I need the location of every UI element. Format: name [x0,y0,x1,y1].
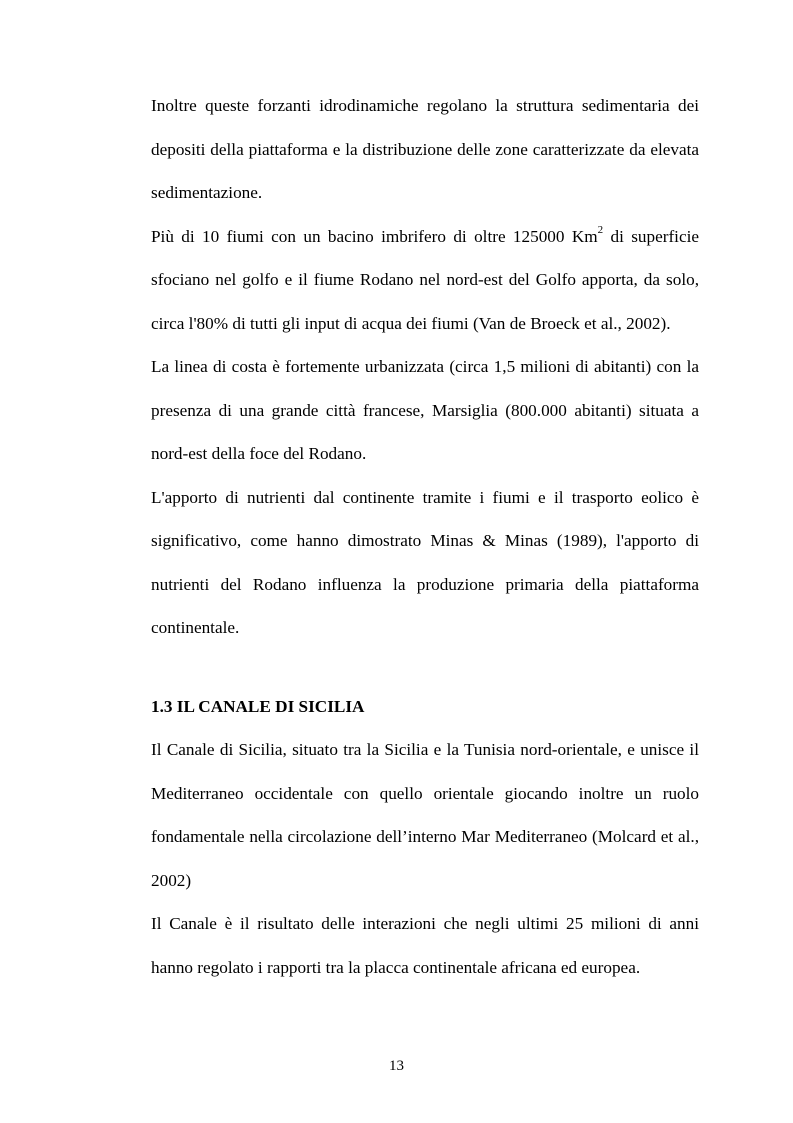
rivers-text-after: di superficie sfociano nel golfo e il fiume Rodano nel nord-est del Golfo apporta, da solo, circa l'80% di tutti gli input di acqua dei fiumi (Van de Broeck et al., 2002). [151,226,699,333]
section-heading: 1.3 IL CANALE DI SICILIA [151,697,365,716]
body-text-bottom [151,693,699,989]
body-text-top [151,84,699,650]
paragraph-nutrients: L'apporto di nutrienti dal continente tramite i fiumi e il trasporto eolico è significativo, come hanno dimostrato Minas & Minas (1989), l'apporto di nutrienti del Rodano influenza la produzione primaria della piattaforma continentale. [151,487,699,637]
paragraph-rivers [151,215,699,346]
rivers-text-before: Più di 10 fiumi con un bacino imbrifero di oltre 125000 Km [151,226,598,246]
superscript-squared: 2 [597,223,604,236]
paragraph-coastline: La linea di costa è fortemente urbanizzata (circa 1,5 milioni di abitanti) con la presenza di una grande città francese, Marsiglia (800.000 abitanti) situata a nord-est della foce del Rodano. [151,357,699,463]
paragraph-sicily-channel: Il Canale di Sicilia, situato tra la Sicilia e la Tunisia nord-orientale, e unisce il Mediterraneo occidentale con quello orientale giocando inoltre un ruolo fondamentale nella circolazione dell’interno Mar Mediterraneo (Molcard et al., 2002) [151,740,699,890]
paragraph-tectonics: Il Canale è il risultato delle interazioni che negli ultimi 25 milioni di anni hanno regolato i rapporti tra la placca continentale africana ed europea. [151,914,699,977]
page-number: 13 [389,1058,404,1074]
paragraph-hydrodynamics: Inoltre queste forzanti idrodinamiche regolano la struttura sedimentaria dei depositi della piattaforma e la distribuzione delle zone caratterizzate da elevata sedimentazione. [151,96,699,202]
